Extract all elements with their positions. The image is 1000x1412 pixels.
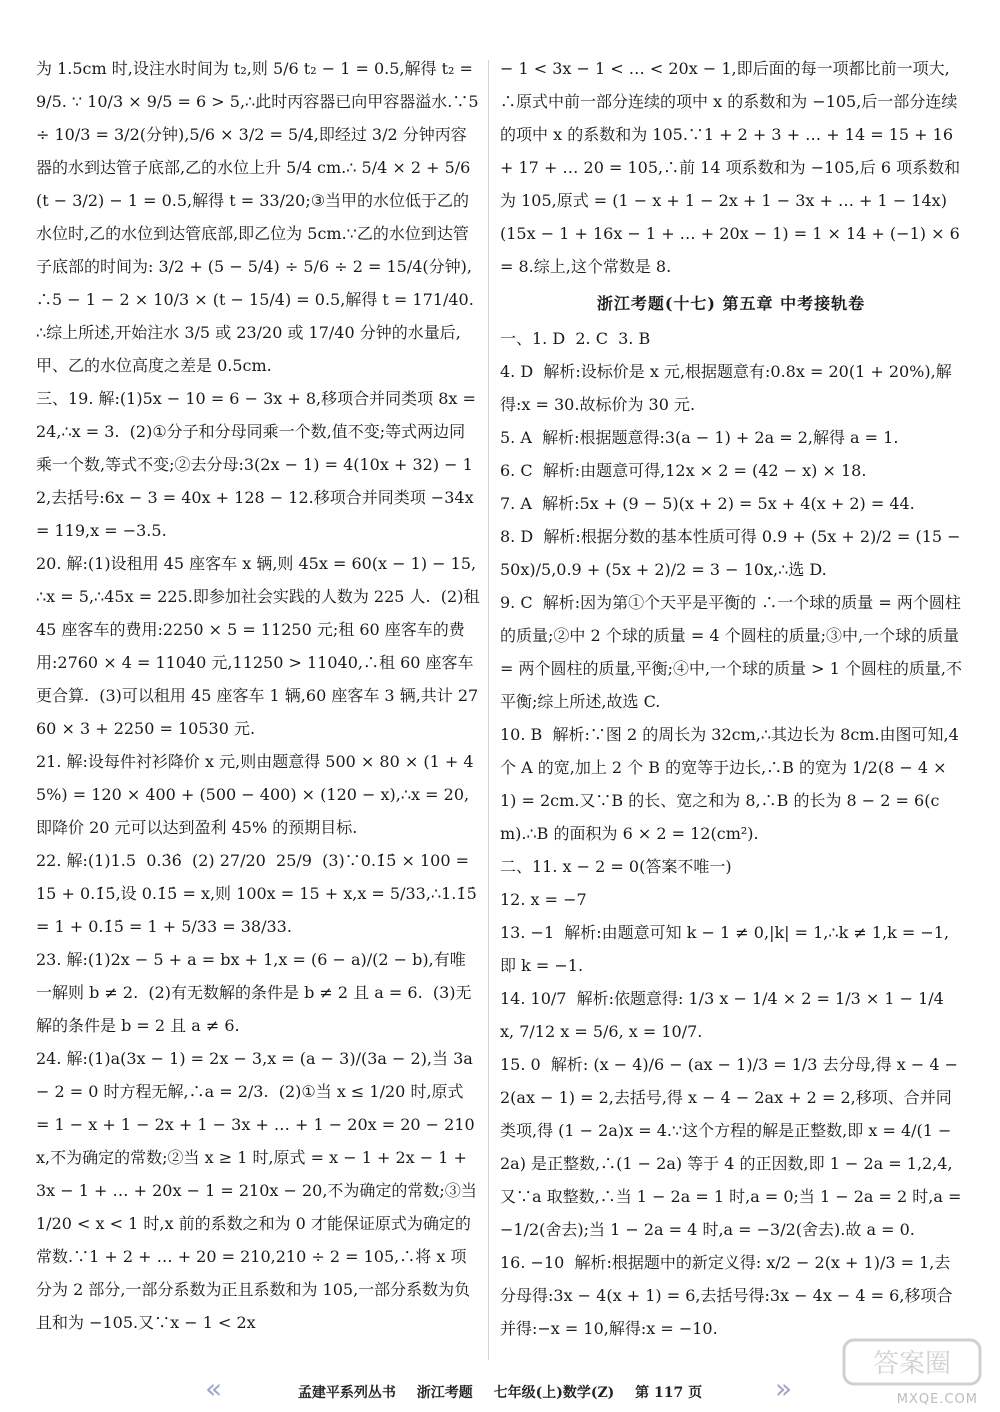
answer-6: 6. C 解析:由题意可得,12x × 2 = (42 − x) × 18. bbox=[500, 461, 867, 480]
answer-1-3: 一、1. D 2. C 3. B bbox=[500, 329, 651, 348]
page-number: 第 117 页 bbox=[635, 1385, 703, 1401]
answer-24: 24. 解:(1)a(3x − 1) = 2x − 3,x = (a − 3)/(3a − 2),当 3a − 2 = 0 时方程无解,∴a = 2/3. (2)①当 x ≤ 1/20 时,原式 = 1 − x + 1 − 2x + 1 − 3x + … + 1 − 20x = 20 − 210x,不为确定的常数;②当 x ≥ 1 时,原式 = x − 1 + 2x − 1 + 3x − 1 + … + 20x − 1 = 210x − 20,不为确定的常数;③当 1/20 < x < 1 时,x 前的系数之和为 0 才能保证原式为确定的常数.∵1 + 2 + … + 20 = 210,210 ÷ 2 = 105,∴将 x 项分为 2 部分,一部分系数为正且系数和为 105,一部分系数为负且和为 −105.又∵x − 1 < 2x bbox=[36, 1049, 482, 1332]
answer-9: 9. C 解析:因为第①个天平是平衡的 ∴一个球的质量 = 两个圆柱的质量;②中 2 个球的质量 = 4 个圆柱的质量;③中,一个球的质量 = 两个圆柱的质量,平衡;④中,一个球的质量 > 1 个圆柱的质量,不平衡;综上所述,故选 C. bbox=[500, 593, 965, 711]
right-column bbox=[500, 52, 967, 1345]
answer-13: 13. −1 解析:由题意可知 k − 1 ≠ 0,|k| = 1,∴k ≠ 1,k = −1,即 k = −1. bbox=[500, 923, 950, 975]
footer-book: 浙江考题 bbox=[416, 1385, 473, 1401]
answer-10: 10. B 解析:∵图 2 的周长为 32cm,∴其边长为 8cm.由图可知,4 个 A 的宽,加上 2 个 B 的宽等于边长,∴B 的宽为 1/2(8 − 4 × 1) = 2cm.又∵B 的长、宽之和为 8,∴B 的长为 8 − 2 = 6(cm).∴B 的面积为 6 × 2 = 12(cm²). bbox=[500, 725, 964, 843]
left-column bbox=[36, 52, 485, 1339]
answer-22: 22. 解:(1)1.5 0.3̇6̇ (2) 27/20 25/9 (3)∵0.1̇5̇ × 100 = 15 + 0.1̇5̇,设 0.1̇5̇ = x,则 100x = 15 + x,x = 5/33,∴1.1̇5̇ = 1 + 0.1̇5̇ = 1 + 5/33 = 38/33. bbox=[36, 851, 482, 936]
answer-19: 三、19. 解:(1)5x − 10 = 6 − 3x + 8,移项合并同类项 8x = 24,∴x = 3. (2)①分子和分母同乘一个数,值不变;等式两边同乘一个数,等式不变;②去分母:3(2x − 1) = 4(10x + 32) − 12,去括号:6x − 3 = 40x + 128 − 12.移项合并同类项 −34x = 119,x = −3.5. bbox=[36, 389, 481, 540]
answer-8: 8. D 解析:根据分数的基本性质可得 0.9 + (5x + 2)/2 = (15 − 50x)/5,0.9 + (5x + 2)/2 = 3 − 10x,∴选 D. bbox=[500, 527, 966, 579]
answer-4: 4. D 解析:设标价是 x 元,根据题意有:0.8x = 20(1 + 20%),解得:x = 30.故标价为 30 元. bbox=[500, 362, 952, 414]
chevron-left-icon: « bbox=[205, 1372, 223, 1405]
chevron-right-icon: » bbox=[775, 1372, 793, 1405]
watermark-logo-text: 答案圈 bbox=[872, 1349, 952, 1379]
section-title: 浙江考题(十七) 第五章 中考接轨卷 bbox=[596, 294, 866, 313]
answer-24-continued: − 1 < 3x − 1 < … < 20x − 1,即后面的每一项都比前一项大,∴原式中前一部分连续的项中 x 的系数和为 −105,后一部分连续的项中 x 的系数和为 105.∵1 + 2 + 3 + … + 14 = 15 + 16 + 17 + … 20 = 105,∴前 14 项系数和为 −105,后 6 项系数和为 105,原式 = (1 − x + 1 − 2x + 1 − 3x + … + 1 − 14x) (15x − 1 + 16x − 1 + … + 20x − 1) = 1 × 14 + (−1) × 6 = 8.综上,这个常数是 8. bbox=[500, 59, 965, 276]
footer-series: 孟建平系列丛书 bbox=[297, 1385, 396, 1401]
answer-23: 23. 解:(1)2x − 5 + a = bx + 1,x = (6 − a)/(2 − b),有唯一解则 b ≠ 2. (2)有无数解的条件是 b ≠ 2 且 a = 6. (3)无解的条件是 b = 2 且 a ≠ 6. bbox=[36, 950, 472, 1035]
answer-11: 二、11. x − 2 = 0(答案不唯一) bbox=[500, 857, 732, 876]
paragraph-continuation: 为 1.5cm 时,设注水时间为 t₂,则 5/6 t₂ − 1 = 0.5,解得 t₂ = 9/5. ∵ 10/3 × 9/5 = 6 > 5,∴此时丙容器已向甲容器溢水.∵5 ÷ 10/3 = 3/2(分钟),5/6 × 3/2 = 5/4,即经过 3/2 分钟丙容器的水到达管子底部,乙的水位上升 5/4 cm.∴ 5/4 × 2 + 5/6 (t − 3/2) − 1 = 0.5,解得 t = 33/20;③当甲的水位低于乙的水位时,乙的水位到达管底部,即乙位为 5cm.∵乙的水位到达管子底部的时间为: 3/2 + (5 − 5/4) ÷ 5/6 ÷ 2 = 15/4(分钟),∴5 − 1 − 2 × 10/3 × (t − 15/4) = 0.5,解得 t = 171/40.∴综上所述,开始注水 3/5 或 23/20 或 17/40 分钟的水量后,甲、乙的水位高度之差是 0.5cm. bbox=[36, 59, 484, 375]
answer-21: 21. 解:设每件衬衫降价 x 元,则由题意得 500 × 80 × (1 + 45%) = 120 × 400 + (500 − 400) × (120 − x),∴x = 20,即降价 20 元可以达到盈利 45% 的预期目标. bbox=[36, 752, 474, 837]
answer-16: 16. −10 解析:根据题中的新定义得: x/2 − 2(x + 1)/3 = 1,去分母得:3x − 4(x + 1) = 6,去括号得:3x − 4x − 4 = 6,移项合并得:−x = 10,解得:x = −10. bbox=[500, 1253, 953, 1338]
watermark-url: MXQE.COM bbox=[896, 1392, 978, 1407]
answer-14: 14. 10/7 解析:依题意得: 1/3 x − 1/4 × 2 = 1/3 × 1 − 1/4 x, 7/12 x = 5/6, x = 10/7. bbox=[500, 989, 949, 1041]
answer-12: 12. x = −7 bbox=[500, 890, 587, 909]
answer-5: 5. A 解析:根据题意得:3(a − 1) + 2a = 2,解得 a = 1. bbox=[500, 428, 899, 447]
answer-20: 20. 解:(1)设租用 45 座客车 x 辆,则 45x = 60(x − 1) − 15,∴x = 5,∴45x = 225.即参加社会实践的人数为 225 人. (2)租 45 座客车的费用:2250 × 5 = 11250 元;租 60 座客车的费用:2760 × 4 = 11040 元,11250 > 11040,∴租 60 座客车更合算. (3)可以租用 45 座客车 1 辆,60 座客车 3 辆,共计 2760 × 3 + 2250 = 10530 元. bbox=[36, 554, 485, 738]
footer-grade: 七年级(上)数学(Z) bbox=[493, 1385, 615, 1401]
answer-15: 15. 0 解析: (x − 4)/6 − (ax − 1)/3 = 1/3 去分母,得 x − 4 − 2(ax − 1) = 2,去括号,得 x − 4 − 2ax + 2 = 2,移项、合并同类项,得 (1 − 2a)x = 4.∵这个方程的解是正整数,即 x = 4/(1 − 2a) 是正整数,∴(1 − 2a) 等于 4 的正因数,即 1 − 2a = 1,2,4,又∵a 取整数,∴当 1 − 2a = 1 时,a = 0;当 1 − 2a = 2 时,a = −1/2(舍去);当 1 − 2a = 4 时,a = −3/2(舍去).故 a = 0. bbox=[500, 1055, 967, 1239]
answer-7: 7. A 解析:5x + (9 − 5)(x + 2) = 5x + 4(x + 2) = 44. bbox=[500, 494, 915, 513]
column-divider bbox=[488, 60, 489, 1360]
